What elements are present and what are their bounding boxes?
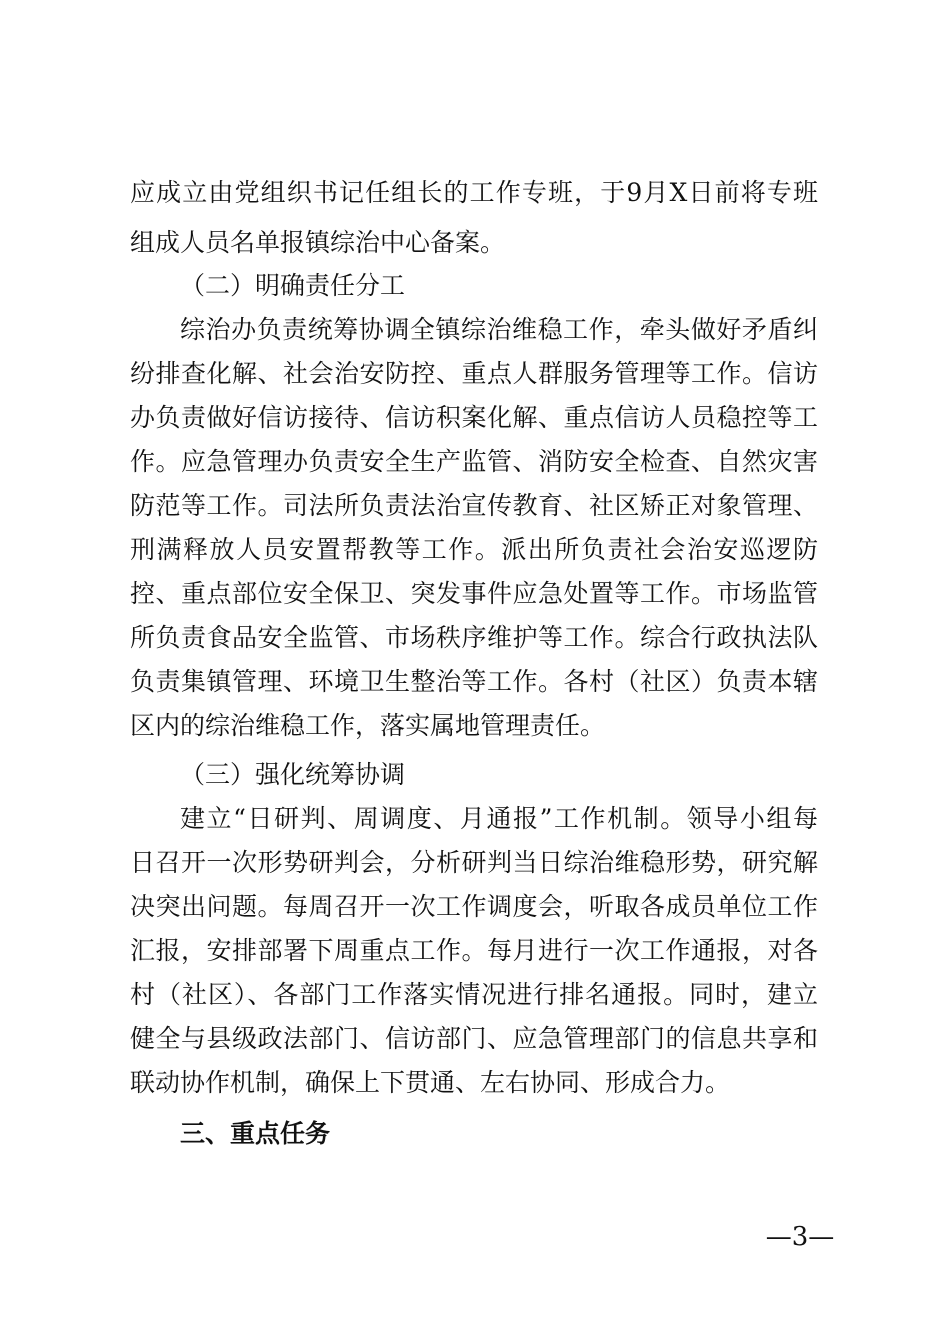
paragraph-line: 控、重点部位安全保卫、突发事件应急处置等工作。市场监管 (130, 579, 818, 608)
page-number: —3— (765, 1222, 835, 1252)
paragraph-line: 所负责食品安全监管、市场秩序维护等工作。综合行政执法队 (130, 623, 818, 652)
paragraph-line: 应成立由党组织书记任组长的工作专班，于9月X日前将专班 (130, 178, 818, 207)
paragraph-line: 负责集镇管理、环境卫生整治等工作。各村（社区）负责本辖 (130, 667, 818, 696)
paragraph-line: 刑满释放人员安置帮教等工作。派出所负责社会治安巡逻防 (130, 535, 818, 564)
paragraph-line: 健全与县级政法部门、信访部门、应急管理部门的信息共享和 (130, 1024, 818, 1053)
section-subheading: （三）强化统筹协调 (180, 760, 406, 789)
paragraph-line: 综治办负责统筹协调全镇综治维稳工作，牵头做好矛盾纠 (180, 315, 818, 344)
section-subheading: （二）明确责任分工 (180, 271, 406, 300)
paragraph-line: 汇报，安排部署下周重点工作。每月进行一次工作通报，对各 (130, 936, 818, 965)
paragraph-line: 建立“日研判、周调度、月通报”工作机制。领导小组每 (180, 804, 818, 833)
paragraph-line: 决突出问题。每周召开一次工作调度会，听取各成员单位工作 (130, 892, 818, 921)
paragraph-line: 纷排查化解、社会治安防控、重点人群服务管理等工作。信访 (130, 359, 818, 388)
paragraph-line: 作。应急管理办负责安全生产监管、消防安全检查、自然灾害 (130, 447, 818, 476)
paragraph-line: 区内的综治维稳工作，落实属地管理责任。 (130, 711, 606, 740)
paragraph-line: 组成人员名单报镇综治中心备案。 (130, 228, 506, 257)
paragraph-line: 防范等工作。司法所负责法治宣传教育、社区矫正对象管理、 (130, 491, 818, 520)
paragraph-line: 村（社区）、各部门工作落实情况进行排名通报。同时，建立 (130, 980, 818, 1009)
paragraph-line: 办负责做好信访接待、信访积案化解、重点信访人员稳控等工 (130, 403, 818, 432)
main-heading: 三、重点任务 (180, 1119, 331, 1148)
paragraph-line: 日召开一次形势研判会，分析研判当日综治维稳形势，研究解 (130, 848, 818, 877)
paragraph-line: 联动协作机制，确保上下贯通、左右协同、形成合力。 (130, 1068, 731, 1097)
